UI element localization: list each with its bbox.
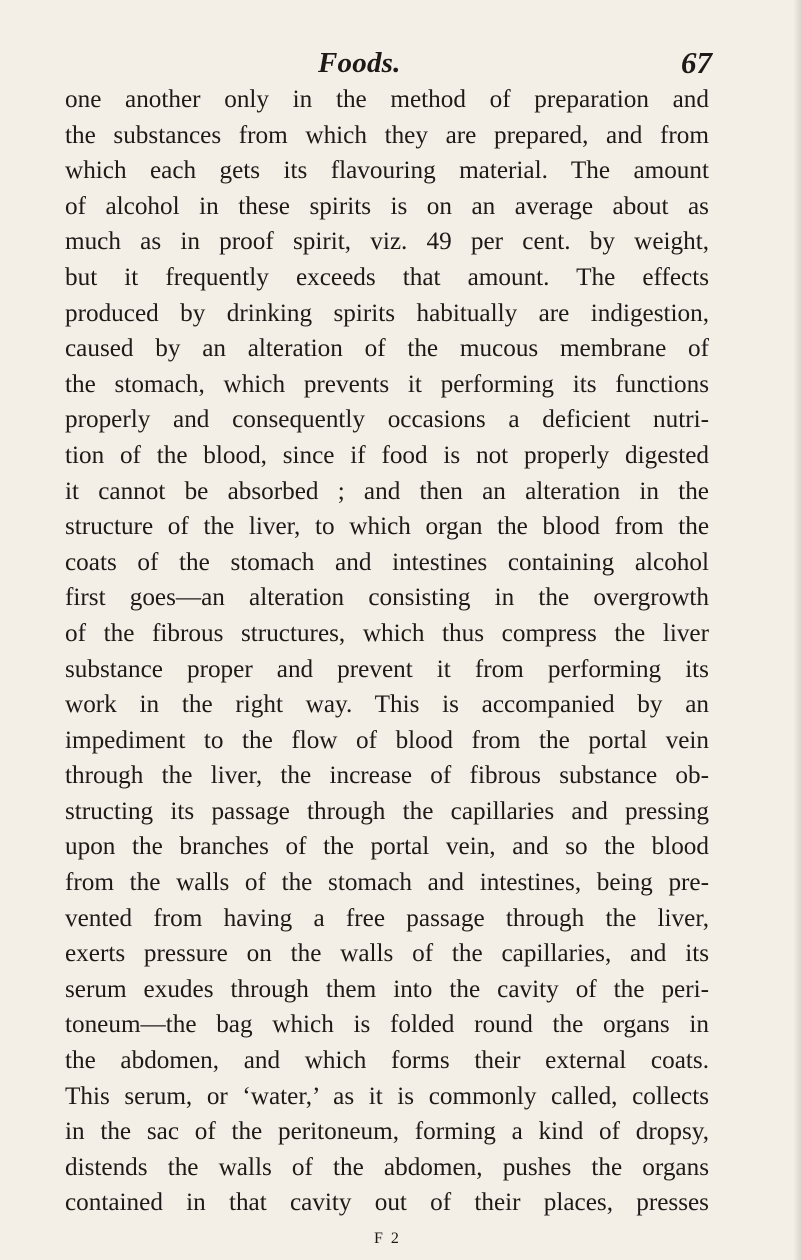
text-line: tion of the blood, since if food is not properly digested	[65, 441, 709, 469]
text-line: toneum—the bag which is folded round the organs in	[65, 1011, 709, 1039]
text-line: vented from having a free passage through the liver,	[65, 904, 709, 932]
signature-mark: F 2	[374, 1230, 401, 1247]
page-number: 67	[681, 45, 712, 80]
page-edge-shadow	[793, 0, 801, 1260]
text-line: properly and consequently occasions a deficient nutri-	[65, 406, 709, 434]
text-line: coats of the stomach and intestines containing alcohol	[65, 548, 709, 576]
text-line: it cannot be absorbed ; and then an alteration in the	[65, 477, 709, 505]
text-line: structing its passage through the capillaries and pressing	[65, 797, 709, 825]
text-line: the substances from which they are prepared, and from	[65, 121, 709, 149]
text-line: produced by drinking spirits habitually are indigestion,	[65, 299, 709, 327]
text-line: the abdomen, and which forms their external coats.	[65, 1047, 709, 1075]
text-line: in the sac of the peritoneum, forming a kind of dropsy,	[65, 1118, 709, 1146]
page-header	[0, 46, 801, 86]
text-line: distends the walls of the abdomen, pushes the organs	[65, 1153, 709, 1181]
text-line: one another only in the method of preparation and	[65, 86, 709, 113]
text-line: first goes—an alteration consisting in the overgrowth	[65, 584, 709, 612]
text-line: contained in that cavity out of their places, presses	[65, 1189, 709, 1217]
text-line: but it frequently exceeds that amount. The effects	[65, 263, 709, 291]
text-line: upon the branches of the portal vein, and so the blood	[65, 833, 709, 861]
text-line: work in the right way. This is accompanied by an	[65, 691, 709, 719]
text-line: impediment to the flow of blood from the portal vein	[65, 726, 709, 754]
text-line: This serum, or ‘water,’ as it is commonly called, collects	[65, 1082, 709, 1110]
text-line: structure of the liver, to which organ the blood from the	[65, 513, 709, 541]
text-line: substance proper and prevent it from performing its	[65, 655, 709, 683]
text-line: of the fibrous structures, which thus compress the liver	[65, 619, 709, 647]
running-head: Foods.	[318, 47, 401, 79]
body-text	[65, 82, 709, 1221]
text-line: much as in proof spirit, viz. 49 per cent. by weight,	[65, 228, 709, 256]
text-line: of alcohol in these spirits is on an average about as	[65, 192, 709, 220]
text-line: the stomach, which prevents it performing its functions	[65, 370, 709, 398]
text-line: caused by an alteration of the mucous membrane of	[65, 335, 709, 363]
text-line: serum exudes through them into the cavity of the peri-	[65, 975, 709, 1003]
text-line: through the liver, the increase of fibrous substance ob-	[65, 762, 709, 790]
text-line: which each gets its flavouring material. The amount	[65, 157, 709, 185]
text-line: from the walls of the stomach and intestines, being pre-	[65, 869, 709, 897]
text-line: exerts pressure on the walls of the capillaries, and its	[65, 940, 709, 968]
